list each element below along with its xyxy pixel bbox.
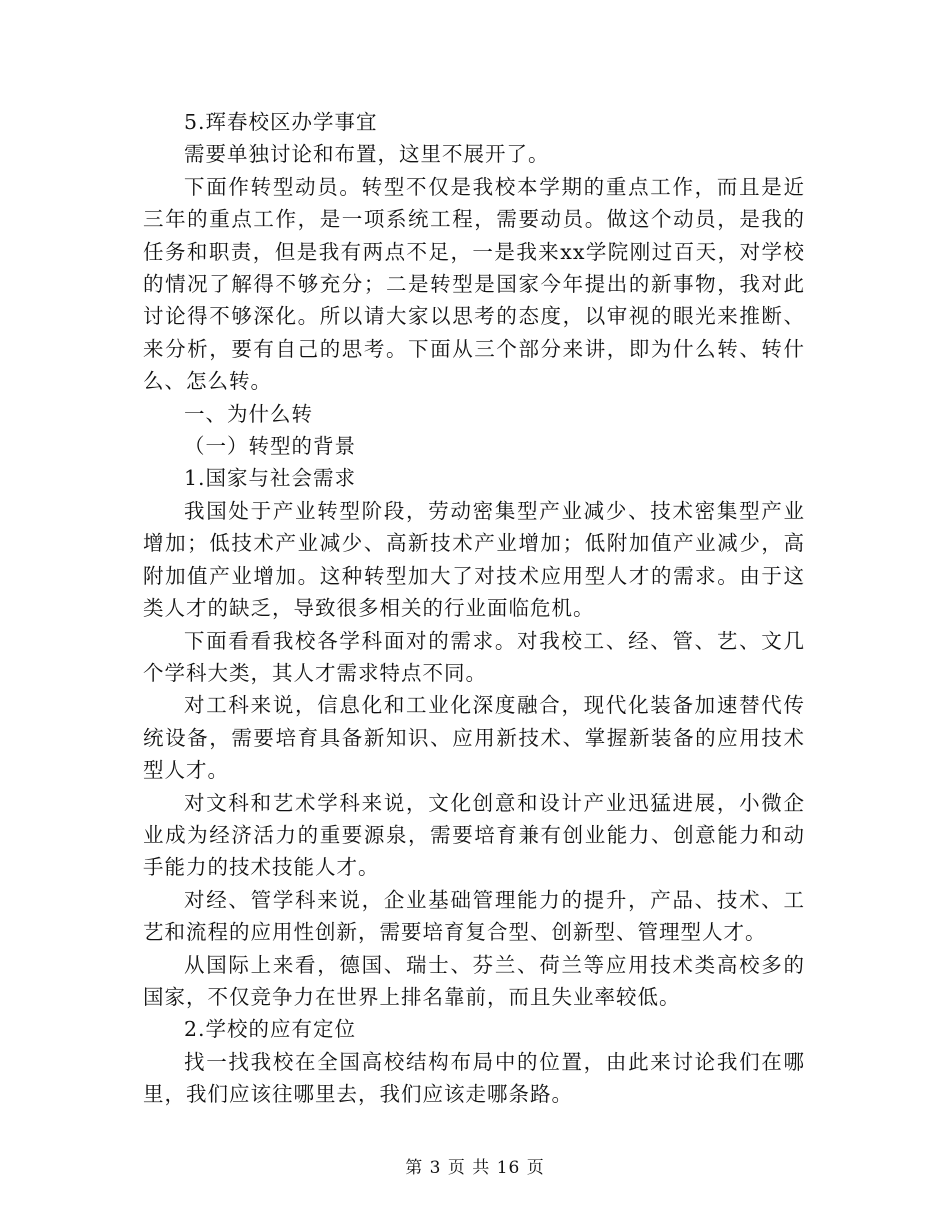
section-heading: 一、为什么转 [184,401,313,426]
body-paragraph: 下面作转型动员。转型不仅是我校本学期的重点工作，而且是近三年的重点工作，是一项系统工程，需要动员。做这个动员，是我的任务和职责，但是我有两点不足，一是我来xx学院刚过百天，对学校的情况了解得不够充分；二是转型是国家今年提出的新事物，我对此讨论得不够深化。所以请大家以思考的态度，以审视的眼光来推断、来分析，要有自己的思考。下面从三个部分来讲，即为什么转、转什么、怎么转。 [143,174,805,394]
subsection-heading: 1.国家与社会需求 [184,466,357,491]
document-body [143,106,805,1111]
body-paragraph: 下面看看我校各学科面对的需求。对我校工、经、管、艺、文几个学科大类，其人才需求特点不同。 [143,628,805,685]
body-paragraph: 从国际上来看，德国、瑞士、芬兰、荷兰等应用技术类高校多的国家，不仅竞争力在世界上排名靠前，而且失业率较低。 [143,952,805,1009]
body-paragraph: 对工科来说，信息化和工业化深度融合，现代化装备加速替代传统设备，需要培育具备新知识、应用新技术、掌握新装备的应用技术型人才。 [143,693,805,783]
body-paragraph: 我国处于产业转型阶段，劳动密集型产业减少、技术密集型产业增加；低技术产业减少、高新技术产业增加；低附加值产业减少，高附加值产业增加。这种转型加大了对技术应用型人才的需求。由于这类人才的缺乏，导致很多相关的行业面临危机。 [143,498,805,621]
subsection-heading: （一）转型的背景 [184,434,356,459]
body-paragraph: 对文科和艺术学科来说，文化创意和设计产业迅猛进展，小微企业成为经济活力的重要源泉，需要培育兼有创业能力、创意能力和动手能力的技术技能人才。 [143,790,805,880]
body-paragraph: 对经、管学科来说，企业基础管理能力的提升，产品、技术、工艺和流程的应用性创新，需要培育复合型、创新型、管理型人才。 [143,887,805,945]
page-footer: 第 3 页 共 16 页 [405,1158,545,1178]
section-heading: 5.珲春校区办学事宜 [184,110,378,134]
subsection-heading: 2.学校的应有定位 [184,1017,357,1042]
body-paragraph: 需要单独讨论和布置，这里不展开了。 [184,142,550,167]
body-paragraph: 找一找我校在全国高校结构布局中的位置，由此来讨论我们在哪里，我们应该往哪里去，我们应该走哪条路。 [143,1049,805,1107]
